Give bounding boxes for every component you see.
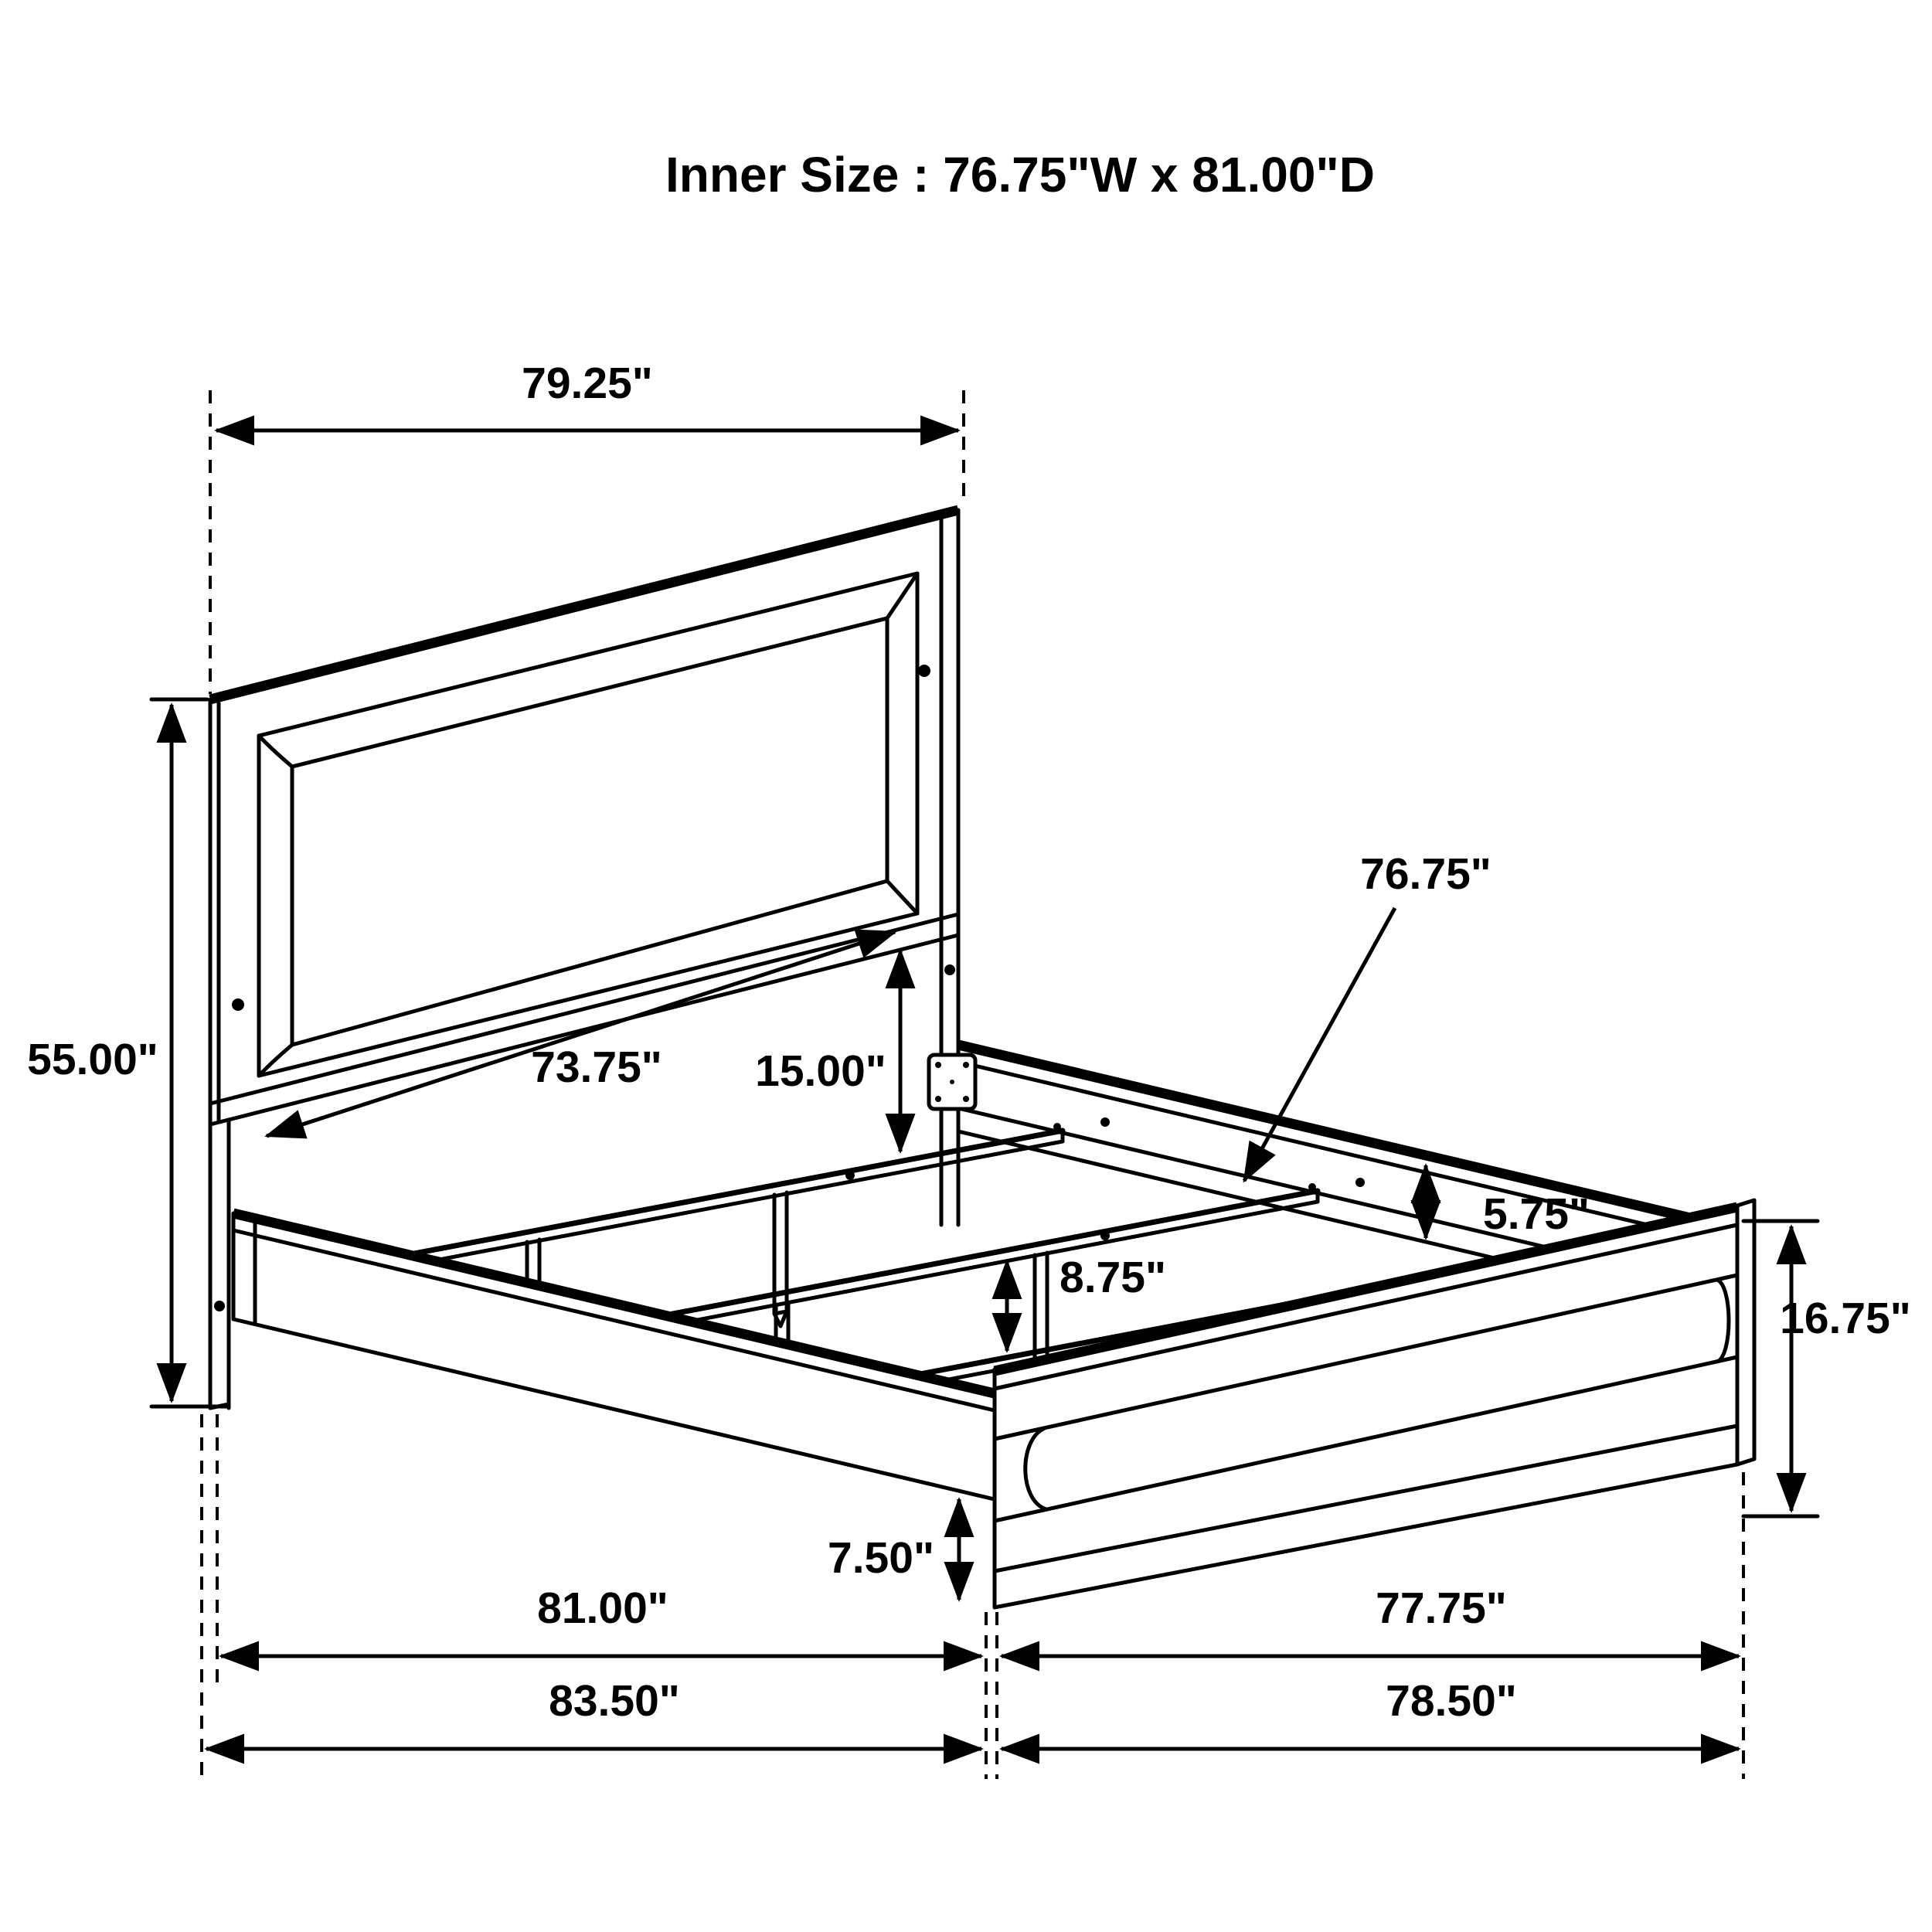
- dim-label-headboard-width: 79.25": [522, 359, 653, 408]
- dim-footboard-height: [1743, 1221, 1911, 1516]
- dim-floor-clearance: [828, 1499, 959, 1600]
- dim-headboard-height: [27, 699, 229, 1406]
- headboard-left-post: [210, 1120, 229, 1408]
- dim-label-footboard-span: 78.50": [1386, 1676, 1517, 1726]
- dim-overall-depth: [206, 1676, 981, 1749]
- near-side-rail: [233, 1213, 1001, 1501]
- dim-label-headboard-height: 55.00": [27, 1035, 158, 1084]
- dim-label-rail-length: 76.75": [1360, 849, 1492, 899]
- headboard-screw-right: [918, 665, 930, 677]
- dim-label-rail-drop: 5.75": [1483, 1189, 1590, 1239]
- dim-label-footboard-height: 16.75": [1780, 1294, 1911, 1343]
- dim-label-inner-depth: 81.00": [537, 1583, 668, 1633]
- headboard-screw-left: [232, 998, 244, 1011]
- dim-label-rail-height: 8.75": [1060, 1253, 1166, 1302]
- dim-label-inner-width: 73.75": [531, 1043, 662, 1092]
- dim-label-side-rail-span: 77.75": [1376, 1583, 1507, 1633]
- dim-label-overall-depth: 83.50": [549, 1676, 680, 1726]
- dim-label-floor-clearance: 7.50": [828, 1533, 934, 1583]
- dim-label-post-clearance: 15.00": [755, 1046, 886, 1096]
- footboard-end-cap: [1737, 1200, 1754, 1464]
- dim-inner-depth: [221, 1583, 981, 1656]
- dim-side-rail-span: [1002, 1583, 1739, 1656]
- dim-footboard-span: [1002, 1676, 1739, 1749]
- diagram-title: Inner Size : 76.75"W x 81.00"D: [665, 147, 1375, 202]
- rail-bracket-plate: [929, 1055, 975, 1109]
